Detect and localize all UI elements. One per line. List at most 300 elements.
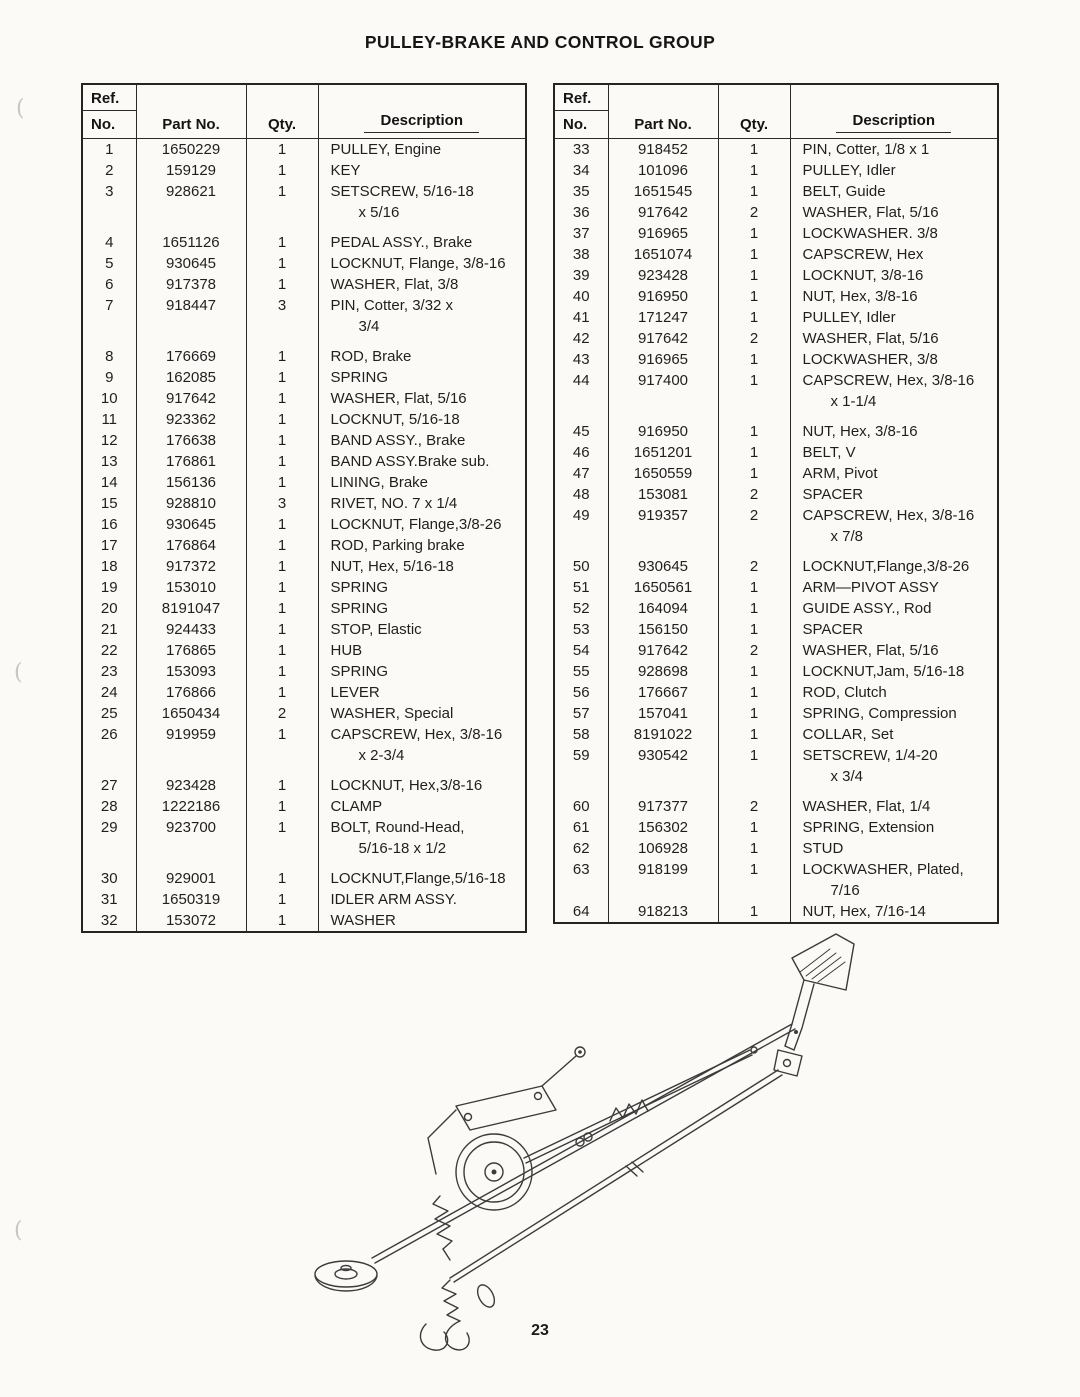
part-row [82,775,526,796]
part-row [554,817,998,838]
cell-ref: 60 [554,796,608,817]
cell-part: 1651126 [136,232,246,253]
part-row [82,514,526,535]
pulley-brake-diagram [280,928,900,1358]
part-row [82,160,526,181]
cell-ref: 1 [82,139,136,161]
parts-tables [0,83,1080,933]
cell-ref: 29 [82,817,136,838]
cell-desc: ROD, Brake [330,348,412,365]
cell-ref: 26 [82,724,136,745]
cell-part: 1650561 [608,577,718,598]
cell-part: 157041 [608,703,718,724]
cell-qty: 1 [246,724,318,745]
cell-ref: 49 [554,505,608,526]
cell-qty: 1 [246,253,318,274]
parts-table-right [553,83,999,924]
cell-part: 916965 [608,349,718,370]
page-number: 23 [531,1322,549,1339]
cell-desc: BELT, Guide [802,183,886,200]
header-ref-no [554,84,608,139]
cell-desc: WASHER, Flat, 5/16 [802,642,939,659]
cell-desc: SPACER [802,621,864,638]
cell-desc: LOCKNUT,Flange,5/16-18 [330,870,506,887]
spacer-row [82,859,526,868]
cell-ref: 45 [554,421,608,442]
cell-desc: NUT, Hex, 5/16-18 [330,558,454,575]
cell-ref: 23 [82,661,136,682]
part-row [82,598,526,619]
cell-part: 156302 [608,817,718,838]
part-row [82,889,526,910]
cell-ref: 40 [554,286,608,307]
part-row [554,286,998,307]
cell-ref: 48 [554,484,608,505]
cell-desc: LOCKNUT, 5/16-18 [330,411,460,428]
cell-desc: COLLAR, Set [802,726,894,743]
cell-ref: 24 [82,682,136,703]
table-body-right [554,139,998,924]
cell-qty: 1 [718,160,790,181]
cell-part: 916950 [608,286,718,307]
part-row [82,682,526,703]
cell-desc: LOCKNUT, Hex,3/8-16 [330,777,483,794]
cell-desc: SETSCREW, 5/16-18 [330,183,474,200]
cell-ref: 19 [82,577,136,598]
header-description-label: Description [836,112,951,133]
cell-ref: 39 [554,265,608,286]
parts-table-left [81,83,527,933]
cell-desc: CAPSCREW, Hex, 3/8-16 [802,372,975,389]
cell-part: 923700 [136,817,246,838]
cell-ref: 27 [82,775,136,796]
part-row [82,472,526,493]
part-row [554,181,998,202]
part-row [82,388,526,409]
cell-ref: 58 [554,724,608,745]
cell-part: 930542 [608,745,718,766]
cell-ref: 34 [554,160,608,181]
cell-ref: 3 [82,181,136,202]
part-row [82,181,526,202]
cell-qty: 2 [718,328,790,349]
cell-ref: 57 [554,703,608,724]
cell-qty: 1 [246,598,318,619]
cell-desc: SPACER [802,486,864,503]
cell-ref: 28 [82,796,136,817]
cell-desc: WASHER, Flat, 5/16 [802,330,939,347]
cell-part: 176864 [136,535,246,556]
part-row-continuation [82,316,526,337]
part-row [554,307,998,328]
cell-qty: 1 [246,619,318,640]
cell-part: 918199 [608,859,718,880]
cell-qty: 1 [718,244,790,265]
part-row [82,295,526,316]
cell-part: 918452 [608,139,718,161]
assembly-illustration [280,928,900,1358]
cell-qty: 1 [718,139,790,161]
page-title: PULLEY-BRAKE AND CONTROL GROUP [364,32,716,52]
cell-part: 917400 [608,370,718,391]
cell-ref: 13 [82,451,136,472]
header-part-no: Part No. [136,84,246,139]
cell-ref: 32 [82,910,136,932]
cell-qty: 1 [246,409,318,430]
cell-desc: LOCKNUT,Flange,3/8-26 [802,558,970,575]
cell-qty: 1 [246,796,318,817]
part-row [554,370,998,391]
cell-part: 917642 [608,328,718,349]
cell-desc: IDLER ARM ASSY. [330,891,457,908]
cell-part: 923428 [608,265,718,286]
cell-part: 928698 [608,661,718,682]
cell-qty: 1 [718,661,790,682]
cell-ref: 53 [554,619,608,640]
cell-part: 8191047 [136,598,246,619]
header-ref-no [82,84,136,139]
cell-desc: PIN, Cotter, 1/8 x 1 [802,141,930,158]
cell-part: 159129 [136,160,246,181]
cell-part: 924433 [136,619,246,640]
cell-part: 176861 [136,451,246,472]
cell-ref: 16 [82,514,136,535]
part-row [554,682,998,703]
cell-ref: 61 [554,817,608,838]
cell-qty: 1 [718,817,790,838]
cell-part: 919959 [136,724,246,745]
cell-desc-continuation: 3/4 [358,318,380,335]
part-row [554,463,998,484]
part-row [554,796,998,817]
part-row [554,577,998,598]
cell-desc: KEY [330,162,361,179]
cell-ref: 25 [82,703,136,724]
cell-part: 162085 [136,367,246,388]
cell-qty: 1 [246,577,318,598]
cell-desc-continuation: x 7/8 [830,528,864,545]
cell-qty: 1 [246,868,318,889]
part-row [82,619,526,640]
cell-part: 930645 [608,556,718,577]
cell-part: 164094 [608,598,718,619]
part-row [554,139,998,161]
cell-desc: SPRING, Compression [802,705,957,722]
cell-qty: 1 [246,817,318,838]
cell-ref: 64 [554,901,608,923]
part-row [82,703,526,724]
spacer-row [554,547,998,556]
part-row-continuation [554,766,998,787]
cell-part: 917377 [608,796,718,817]
header-no: No. [563,116,588,133]
cell-ref: 15 [82,493,136,514]
cell-qty: 1 [718,286,790,307]
cell-desc: SPRING [330,579,389,596]
table-header-left [82,84,526,139]
cell-ref: 56 [554,682,608,703]
cell-desc: WASHER, Flat, 5/16 [802,204,939,221]
part-row [82,253,526,274]
cell-qty: 1 [718,223,790,244]
part-row [82,796,526,817]
cell-ref: 47 [554,463,608,484]
cell-desc: HUB [330,642,363,659]
cell-ref: 46 [554,442,608,463]
cell-qty: 1 [246,640,318,661]
cell-ref: 8 [82,346,136,367]
cell-qty: 1 [718,463,790,484]
cell-part: 1651074 [608,244,718,265]
cell-qty: 1 [718,724,790,745]
cell-ref: 55 [554,661,608,682]
cell-part: 930645 [136,253,246,274]
cell-ref: 20 [82,598,136,619]
cell-ref: 10 [82,388,136,409]
cell-part: 8191022 [608,724,718,745]
cell-qty: 1 [246,346,318,367]
part-row [554,556,998,577]
cell-desc-continuation: 7/16 [830,882,860,899]
cell-desc: ARM—PIVOT ASSY [802,579,939,596]
cell-desc-continuation: x 1-1/4 [830,393,877,410]
cell-desc: NUT, Hex, 7/16-14 [802,903,926,920]
cell-part: 928621 [136,181,246,202]
cell-desc: NUT, Hex, 3/8-16 [802,423,918,440]
part-row-continuation [82,202,526,223]
cell-ref: 62 [554,838,608,859]
cell-qty: 1 [718,421,790,442]
cell-desc: LOCKNUT, Flange, 3/8-16 [330,255,506,272]
cell-qty: 1 [246,514,318,535]
part-row [554,421,998,442]
cell-desc: PULLEY, Idler [802,162,896,179]
cell-part: 930645 [136,514,246,535]
cell-desc: CAPSCREW, Hex [802,246,924,263]
part-row [82,367,526,388]
part-row [82,409,526,430]
cell-desc: CAPSCREW, Hex, 3/8-16 [802,507,975,524]
cell-desc: ARM, Pivot [802,465,878,482]
cell-desc: NUT, Hex, 3/8-16 [802,288,918,305]
cell-part: 916965 [608,223,718,244]
cell-ref: 50 [554,556,608,577]
cell-part: 928810 [136,493,246,514]
cell-part: 916950 [608,421,718,442]
cell-part: 918213 [608,901,718,923]
cell-part: 1650434 [136,703,246,724]
cell-qty: 1 [246,556,318,577]
cell-qty: 1 [246,232,318,253]
cell-ref: 11 [82,409,136,430]
part-row [554,661,998,682]
header-description-label: Description [364,112,479,133]
cell-qty: 1 [718,370,790,391]
cell-part: 176866 [136,682,246,703]
cell-qty: 1 [246,682,318,703]
part-row [554,244,998,265]
header-ref: Ref. [555,85,608,111]
spacer-row [554,787,998,796]
cell-desc: BOLT, Round-Head, [330,819,465,836]
cell-qty: 1 [718,745,790,766]
cell-part: 1651201 [608,442,718,463]
cell-part: 156136 [136,472,246,493]
cell-part: 153081 [608,484,718,505]
cell-desc: SPRING [330,600,389,617]
cell-qty: 1 [718,265,790,286]
scan-artifact: ( [14,1218,23,1243]
cell-qty: 1 [718,307,790,328]
scan-artifact: ( [14,660,23,685]
cell-ref: 14 [82,472,136,493]
cell-qty: 3 [246,493,318,514]
cell-ref: 5 [82,253,136,274]
cell-ref: 44 [554,370,608,391]
cell-desc-continuation: x 2-3/4 [358,747,405,764]
cell-desc: PIN, Cotter, 3/32 x [330,297,454,314]
part-row [554,703,998,724]
part-row [554,223,998,244]
header-ref: Ref. [83,85,136,111]
part-row-continuation [554,880,998,901]
cell-part: 101096 [608,160,718,181]
spacer-row [82,766,526,775]
cell-desc: LOCKNUT, Flange,3/8-26 [330,516,502,533]
cell-qty: 1 [246,472,318,493]
cell-part: 923362 [136,409,246,430]
cell-desc: CLAMP [330,798,383,815]
cell-part: 919357 [608,505,718,526]
cell-part: 917378 [136,274,246,295]
header-description [318,84,526,139]
part-row [554,724,998,745]
part-row-continuation [82,745,526,766]
cell-ref: 30 [82,868,136,889]
cell-ref: 9 [82,367,136,388]
scan-artifact: ( [16,96,25,121]
cell-qty: 1 [718,598,790,619]
part-row [82,868,526,889]
cell-ref: 6 [82,274,136,295]
spacer-row [82,337,526,346]
header-qty: Qty. [718,84,790,139]
part-row [554,442,998,463]
cell-qty: 2 [246,703,318,724]
cell-part: 1650229 [136,139,246,161]
cell-ref: 42 [554,328,608,349]
cell-desc: WASHER [330,912,396,929]
part-row [82,817,526,838]
cell-desc: STUD [802,840,844,857]
cell-qty: 1 [246,430,318,451]
cell-part: 1650319 [136,889,246,910]
part-row-continuation [554,526,998,547]
cell-qty: 1 [246,451,318,472]
cell-ref: 33 [554,139,608,161]
cell-qty: 2 [718,505,790,526]
cell-qty: 2 [718,556,790,577]
cell-desc: PULLEY, Idler [802,309,896,326]
cell-qty: 1 [718,349,790,370]
part-row [82,556,526,577]
cell-ref: 17 [82,535,136,556]
cell-qty: 2 [718,202,790,223]
cell-desc: WASHER, Flat, 5/16 [330,390,467,407]
part-row [554,901,998,923]
part-row [554,484,998,505]
cell-desc-continuation: x 3/4 [830,768,864,785]
cell-part: 1222186 [136,796,246,817]
cell-desc: LOCKNUT,Jam, 5/16-18 [802,663,965,680]
part-row [554,640,998,661]
cell-part: 917642 [608,202,718,223]
cell-qty: 1 [718,577,790,598]
cell-ref: 52 [554,598,608,619]
cell-desc: RIVET, NO. 7 x 1/4 [330,495,458,512]
cell-desc-continuation: 5/16-18 x 1/2 [358,840,447,857]
cell-ref: 54 [554,640,608,661]
cell-qty: 3 [246,295,318,316]
cell-desc: LINING, Brake [330,474,429,491]
cell-part: 1651545 [608,181,718,202]
cell-qty: 1 [246,910,318,932]
part-row [82,232,526,253]
part-row [554,328,998,349]
cell-qty: 2 [718,640,790,661]
part-row [82,430,526,451]
part-row [82,274,526,295]
cell-desc: LEVER [330,684,380,701]
cell-desc: LOCKWASHER. 3/8 [802,225,938,242]
cell-ref: 7 [82,295,136,316]
cell-ref: 37 [554,223,608,244]
cell-part: 918447 [136,295,246,316]
cell-desc: BELT, V [802,444,856,461]
cell-desc: SETSCREW, 1/4-20 [802,747,938,764]
part-row [554,349,998,370]
part-row [82,640,526,661]
cell-ref: 35 [554,181,608,202]
cell-part: 917642 [136,388,246,409]
header-no: No. [91,116,116,133]
cell-desc: WASHER, Flat, 3/8 [330,276,459,293]
cell-ref: 63 [554,859,608,880]
cell-qty: 1 [718,442,790,463]
spacer-row [554,412,998,421]
cell-ref: 22 [82,640,136,661]
cell-desc: LOCKWASHER, Plated, [802,861,964,878]
cell-part: 156150 [608,619,718,640]
cell-desc: SPRING [330,663,389,680]
cell-desc: WASHER, Special [330,705,454,722]
cell-ref: 36 [554,202,608,223]
cell-desc: LOCKNUT, 3/8-16 [802,267,924,284]
part-row [82,535,526,556]
cell-part: 1650559 [608,463,718,484]
part-row [554,745,998,766]
cell-qty: 1 [246,661,318,682]
cell-desc: PEDAL ASSY., Brake [330,234,473,251]
part-row [554,160,998,181]
cell-ref: 59 [554,745,608,766]
part-row-continuation [554,391,998,412]
cell-part: 176638 [136,430,246,451]
cell-qty: 1 [718,181,790,202]
part-row [82,661,526,682]
cell-ref: 21 [82,619,136,640]
cell-ref: 38 [554,244,608,265]
